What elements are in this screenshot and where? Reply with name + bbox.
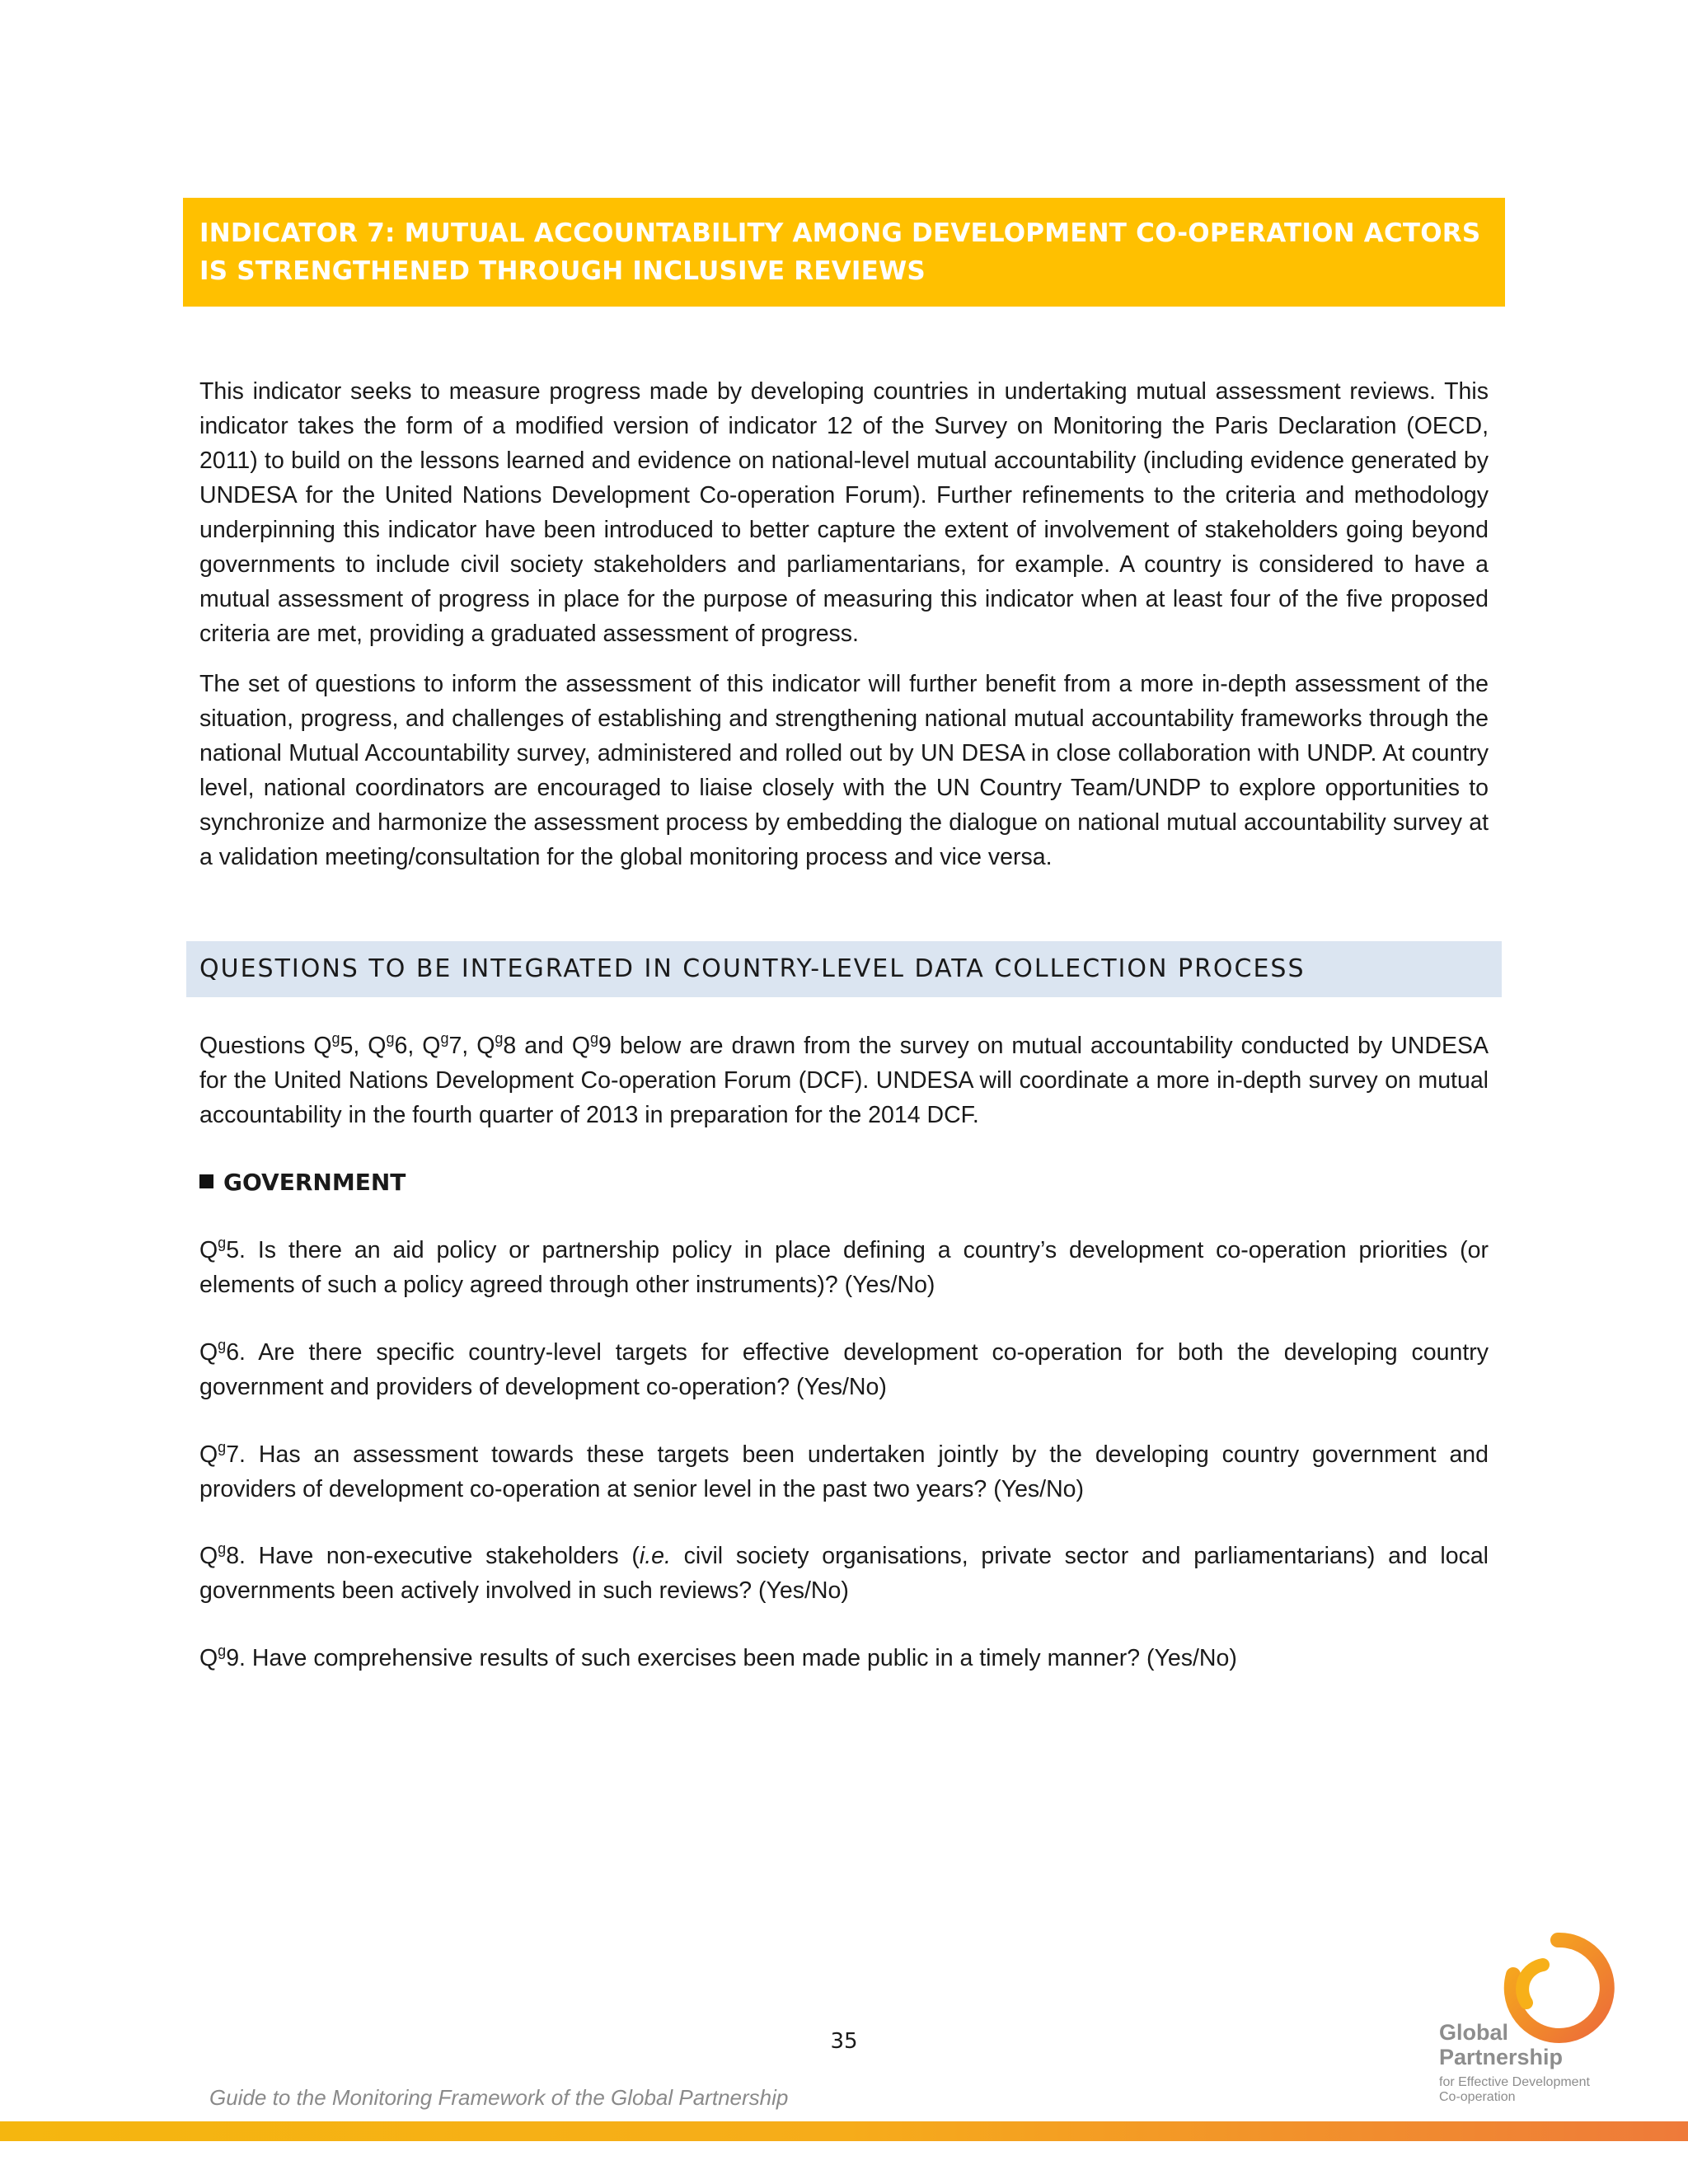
logo-text: Global [1439, 2020, 1509, 2045]
question-q5 [199, 1233, 1489, 1302]
intro-text: 9 below are drawn from the survey on mutual accountability conducted by UNDESA for the United Nations Development Co-operation Forum (DCF). UNDESA will coordinate a more in-depth survey on mutual accountability in the fourth quarter of 2013 in preparation for the 2014 DCF. [199, 1033, 1489, 1128]
government-heading [199, 1165, 406, 1200]
indicator-title-line1: INDICATOR 7: MUTUAL ACCOUNTABILITY AMONG DEVELOPMENT CO-OPERATION ACTORS [199, 218, 1481, 248]
indicator-title [199, 214, 1489, 290]
superscript: g [218, 1336, 227, 1353]
page-number: 35 [830, 2029, 858, 2054]
indicator-title-line2: IS STRENGTHENED THROUGH INCLUSIVE REVIEWS [199, 256, 926, 286]
footer-color-bar [0, 2121, 1688, 2141]
logo-text: for Effective Development [1439, 2075, 1590, 2089]
superscript: g [218, 1234, 227, 1251]
question-text: civil society organisations, private sector and parliamentarians) and local governments been actively involved in such reviews? (Yes/No) [199, 1543, 1489, 1604]
superscript: g [331, 1029, 340, 1047]
superscript: g [218, 1438, 227, 1455]
superscript: g [440, 1029, 449, 1047]
question-prefix: Q [199, 1543, 218, 1569]
government-heading-label: GOVERNMENT [223, 1169, 406, 1196]
indicator-header [183, 198, 1505, 307]
superscript: g [495, 1029, 504, 1047]
section-title: QUESTIONS TO BE INTEGRATED IN COUNTRY-LEVEL DATA COLLECTION PROCESS [199, 954, 1306, 983]
intro-text: 7, Q [448, 1033, 495, 1059]
paragraph-intro: This indicator seeks to measure progress made by developing countries in undertaking mutual assessment reviews. This indicator takes the form of a modified version of indicator 12 of the Survey on Monitoring the Paris Declaration (OECD, 2011) to build on the lessons learned and evidence on national-level mutual accountability (including evidence generated by UNDESA for the United Nations Development Co-operation Forum). Further refinements to the criteria and methodology underpinning this indicator have been introduced to better capture the extent of involvement of stakeholders going beyond governments to include civil society stakeholders and parliamentarians, for example. A country is considered to have a mutual assessment of progress in place for the purpose of measuring this indicator when at least four of the five proposed criteria are met, providing a graduated assessment of progress. [199, 378, 1489, 647]
question-q7 [199, 1437, 1489, 1507]
question-prefix: Q [199, 1237, 218, 1263]
question-prefix: Q [199, 1441, 218, 1468]
superscript: g [386, 1029, 395, 1047]
question-q8 [199, 1539, 1489, 1608]
intro-text: 8 and Q [503, 1033, 590, 1059]
intro-text: 5, Q [340, 1033, 387, 1059]
logo-text: Co-operation [1439, 2090, 1516, 2104]
question-prefix: Q [199, 1339, 218, 1366]
question-q9 [199, 1641, 1489, 1675]
superscript: g [218, 1642, 227, 1659]
paragraph-survey: The set of questions to inform the assessment of this indicator will further benefit from a more in-depth assessment of the situation, progress, and challenges of establishing and strengthening national mutual accountability frameworks through the national Mutual Accountability survey, administered and rolled out by UN DESA in close collaboration with UNDP. At country level, national coordinators are encouraged to liaise closely with the UN Country Team/UNDP to explore opportunities to synchronize and harmonize the assessment process by embedding the dialogue on national mutual accountability survey at a validation meeting/consultation for the global monitoring process and vice versa. [199, 671, 1489, 870]
question-text: 8. Have non-executive stakeholders ( [226, 1543, 640, 1569]
superscript: g [590, 1029, 599, 1047]
square-bullet-icon [199, 1174, 213, 1188]
intro-text: 6, Q [394, 1033, 441, 1059]
section-header [186, 941, 1502, 997]
logo-text: Partnership [1439, 2045, 1564, 2069]
question-text: 5. Is there an aid policy or partnership policy in place defining a country’s development co-operation priorities (or elements of such a policy agreed through other instruments)? (Yes/No) [199, 1237, 1489, 1298]
footer-guide-title: Guide to the Monitoring Framework of the Global Partnership [209, 2085, 789, 2110]
questions-intro [199, 1029, 1489, 1132]
question-text: 9. Have comprehensive results of such exercises been made public in a timely manner? (Yes/No) [226, 1645, 1237, 1671]
question-italic-text: i.e. [639, 1543, 671, 1569]
question-prefix: Q [199, 1645, 218, 1671]
question-q6 [199, 1335, 1489, 1404]
question-text: 7. Has an assessment towards these targets been undertaken jointly by the developing country government and providers of development co-operation at senior level in the past two years? (Yes/No) [199, 1441, 1489, 1502]
superscript: g [218, 1540, 227, 1557]
intro-text: Questions Q [199, 1033, 332, 1059]
question-text: 6. Are there specific country-level targets for effective development co-operation for both the developing country government and providers of development co-operation? (Yes/No) [199, 1339, 1489, 1400]
